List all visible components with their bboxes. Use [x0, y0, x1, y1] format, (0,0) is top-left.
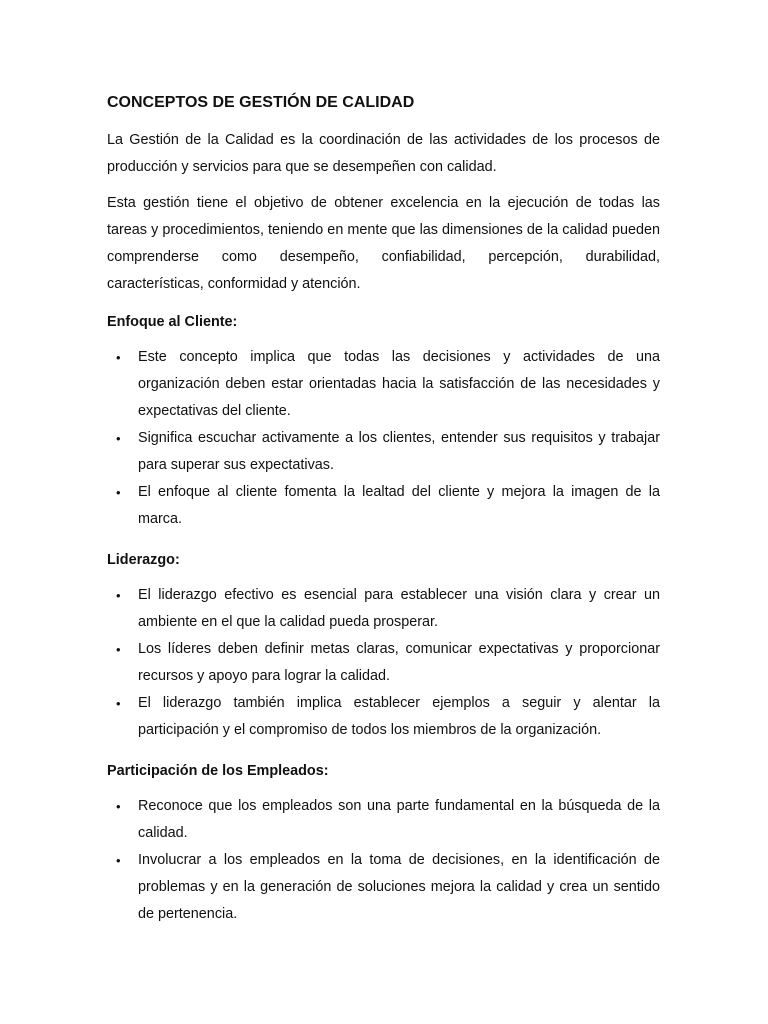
- bullet-list-enfoque-cliente: [107, 344, 660, 533]
- list-item: [107, 636, 660, 690]
- list-item-text: Involucrar a los empleados en la toma de decisiones, en la identificación de problemas y en la generación de soluciones mejora la calidad y crea un sentido de pertenencia.: [138, 852, 660, 922]
- bullet-list-participacion-empleados: [107, 793, 660, 928]
- bullet-icon: •: [116, 853, 121, 868]
- document-title: CONCEPTOS DE GESTIÓN DE CALIDAD: [107, 94, 415, 111]
- list-item: [107, 582, 660, 636]
- list-item-text: El liderazgo efectivo es esencial para establecer una visión clara y crear un ambiente en el que la calidad pueda prosperar.: [138, 587, 660, 630]
- list-item-text: El liderazgo también implica establecer ejemplos a seguir y alentar la participación y el compromiso de todos los miembros de la organización.: [138, 695, 660, 738]
- list-item: [107, 793, 660, 847]
- list-item: [107, 847, 660, 928]
- list-item: [107, 425, 660, 479]
- bullet-icon: •: [116, 642, 121, 657]
- section-heading-enfoque-cliente: Enfoque al Cliente:: [107, 314, 238, 330]
- bullet-icon: •: [116, 588, 121, 603]
- section-heading-liderazgo: Liderazgo:: [107, 552, 180, 568]
- bullet-icon: •: [116, 431, 121, 446]
- list-item-text: Este concepto implica que todas las decisiones y actividades de una organización deben estar orientadas hacia la satisfacción de las necesidades y expectativas del cliente.: [138, 349, 660, 419]
- list-item-text: Reconoce que los empleados son una parte fundamental en la búsqueda de la calidad.: [138, 798, 660, 841]
- list-item-text: Los líderes deben definir metas claras, comunicar expectativas y proporcionar recursos y apoyo para lograr la calidad.: [138, 641, 660, 684]
- bullet-icon: •: [116, 799, 121, 814]
- section-heading-participacion-empleados: Participación de los Empleados:: [107, 763, 329, 779]
- list-item: [107, 690, 660, 744]
- list-item-text: El enfoque al cliente fomenta la lealtad del cliente y mejora la imagen de la marca.: [138, 484, 660, 527]
- intro-paragraph: La Gestión de la Calidad es la coordinación de las actividades de los procesos de producción y servicios para que se desempeñen con calidad.: [107, 132, 660, 175]
- document-page: [107, 92, 660, 928]
- intro-paragraph: Esta gestión tiene el objetivo de obtener excelencia en la ejecución de todas las tareas y procedimientos, teniendo en mente que las dimensiones de la calidad pueden comprenderse como desempeño, confiabilidad, percepción, durabilidad, características, conformidad y atención.: [107, 195, 660, 292]
- bullet-icon: •: [116, 485, 121, 500]
- list-item: [107, 479, 660, 533]
- list-item: [107, 344, 660, 425]
- bullet-list-liderazgo: [107, 582, 660, 744]
- list-item-text: Significa escuchar activamente a los clientes, entender sus requisitos y trabajar para superar sus expectativas.: [138, 430, 660, 473]
- bullet-icon: •: [116, 350, 121, 365]
- bullet-icon: •: [116, 696, 121, 711]
